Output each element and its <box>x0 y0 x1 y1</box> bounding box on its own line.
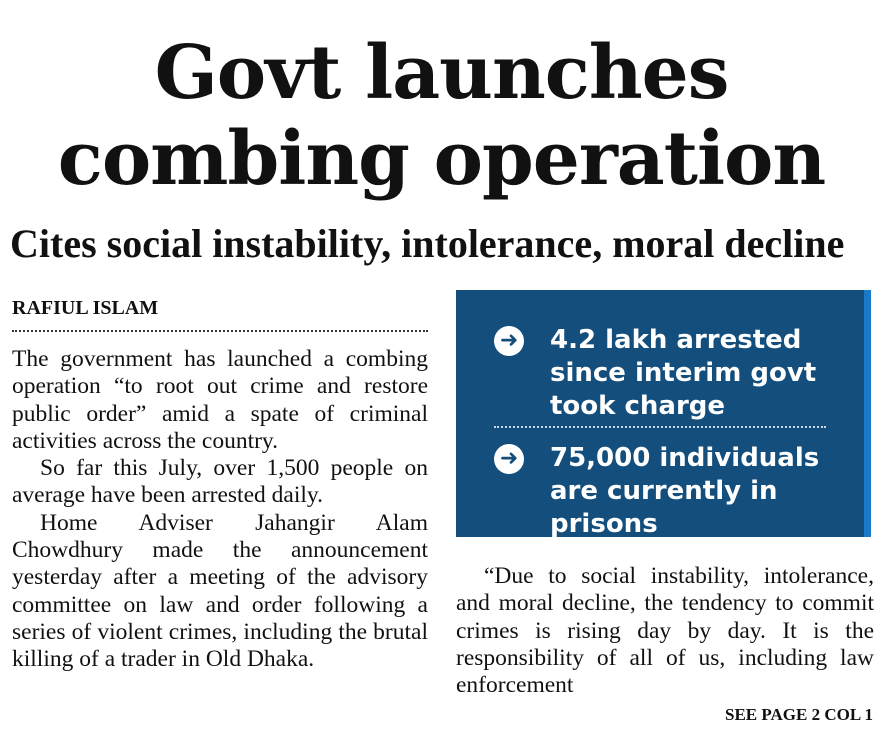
continuation-reference: SEE PAGE 2 COL 1 <box>725 705 873 724</box>
paragraph-3: Home Adviser Jahangir Alam Chowdhury made the announcement yesterday after a meeting of the advisory committee on law and order following a series of violent crimes, including the brutal killing of a trader in Old Dhaka. <box>12 509 428 673</box>
paragraph-1: The government has launched a combing operation “to root out crime and restore public order” amid a spate of criminal activities across the country. <box>12 346 428 454</box>
byline: RAFIUL ISLAM <box>12 297 159 319</box>
headline-line-1: Govt launches <box>154 30 729 116</box>
subheadline: Cites social instability, intolerance, moral decline <box>10 221 845 266</box>
byline-divider <box>12 330 428 332</box>
headline-line-2: combing operation <box>57 116 826 202</box>
highlights-divider <box>494 426 826 428</box>
paragraph-quote: “Due to social instability, intolerance, and moral decline, the tendency to commit crimes is rising day by day. It is the responsibility of all of us, including law enforcement <box>456 563 874 699</box>
arrow-right-icon: ➜ <box>494 444 524 474</box>
highlights-box <box>456 290 871 537</box>
highlight-text-1: 4.2 lakh arrested since interim govt took charge <box>550 325 817 421</box>
article-column-left <box>12 346 428 674</box>
headline <box>0 30 883 202</box>
highlight-text-2: 75,000 individuals are currently in prisons <box>550 443 820 539</box>
arrow-right-icon: ➜ <box>494 326 524 356</box>
paragraph-2: So far this July, over 1,500 people on average have been arrested daily. <box>12 455 428 509</box>
article-column-right <box>456 563 874 699</box>
